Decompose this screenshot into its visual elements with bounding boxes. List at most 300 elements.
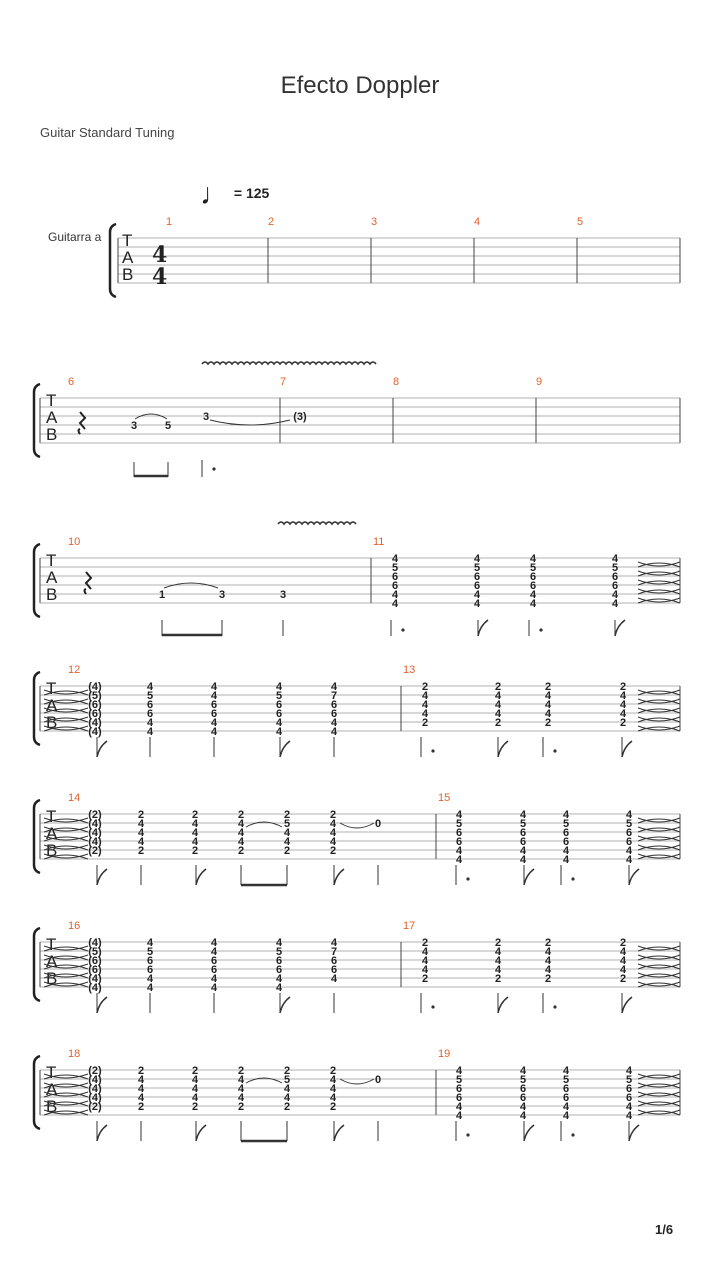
fret-number: 4 <box>283 1092 291 1104</box>
fret-number: 2 <box>237 809 245 821</box>
fret-number: (2) <box>88 845 102 857</box>
fret-number: 5 <box>164 420 172 432</box>
fret-number: (3) <box>293 411 307 423</box>
fret-number: 4 <box>329 836 337 848</box>
fret-number: 5 <box>529 562 537 574</box>
fret-number: 4 <box>210 937 218 949</box>
fret-number: 4 <box>494 946 502 958</box>
fret-number: 3 <box>130 420 138 432</box>
fret-number: 4 <box>611 553 619 565</box>
fret-number: 4 <box>137 836 145 848</box>
fret-number: 5 <box>275 946 283 958</box>
quarter-rest <box>85 572 92 594</box>
fret-number: 5 <box>562 818 570 830</box>
vibrato-line <box>278 522 356 524</box>
measure-number: 5 <box>577 216 584 228</box>
fret-number: 4 <box>625 809 633 821</box>
fret-number: 4 <box>519 1110 527 1122</box>
fret-number: 5 <box>562 1074 570 1086</box>
eighth-flag <box>334 869 344 885</box>
fret-number: 4 <box>421 946 429 958</box>
fret-number: 4 <box>191 1083 199 1095</box>
eighth-flag <box>615 620 625 636</box>
fret-number: 6 <box>625 1092 633 1104</box>
fret-number: 6 <box>210 708 218 720</box>
fret-number: 2 <box>544 717 552 729</box>
tab-clef-letter: B <box>46 1097 58 1116</box>
fret-number: 4 <box>330 937 338 949</box>
fret-number: 4 <box>455 1101 463 1113</box>
page-number[interactable]: 1/6 <box>655 1222 674 1237</box>
fret-number: 2 <box>421 937 429 949</box>
fret-number: 4 <box>421 708 429 720</box>
fret-number: 7 <box>330 690 338 702</box>
measure-number: 7 <box>280 376 287 388</box>
eighth-flag <box>97 1125 107 1141</box>
fret-number: 2 <box>191 845 199 857</box>
measure-number: 4 <box>474 216 481 228</box>
fret-number: 4 <box>330 726 338 738</box>
fret-number: (4) <box>88 827 102 839</box>
fret-number: 4 <box>146 937 154 949</box>
system-bracket <box>34 1056 40 1129</box>
fret-number: 6 <box>455 1092 463 1104</box>
system-bracket <box>34 800 40 873</box>
tie-arc <box>135 414 167 419</box>
fret-number: 6 <box>519 836 527 848</box>
fret-number: 5 <box>391 562 399 574</box>
quarter-rest <box>79 412 86 434</box>
fret-number: 4 <box>619 955 627 967</box>
system-bracket <box>34 384 40 457</box>
fret-number: (5) <box>88 690 102 702</box>
fret-number: 0 <box>374 1074 382 1086</box>
fret-number: 4 <box>330 717 338 729</box>
fret-number: 6 <box>473 580 481 592</box>
fret-number: 5 <box>625 1074 633 1086</box>
eighth-flag <box>478 620 488 636</box>
fret-number: 6 <box>330 955 338 967</box>
tab-clef-letter: T <box>46 391 57 410</box>
fret-number: 2 <box>237 1101 245 1113</box>
eighth-flag <box>498 741 508 757</box>
fret-number: 6 <box>519 1092 527 1104</box>
fret-number: 4 <box>625 854 633 866</box>
tab-clef-letter: T <box>46 679 57 698</box>
fret-number: 4 <box>544 708 552 720</box>
fret-number: 2 <box>544 937 552 949</box>
fret-number: (4) <box>88 836 102 848</box>
fret-number: 4 <box>329 1074 337 1086</box>
fret-number: 6 <box>275 708 283 720</box>
tab-clef-letter: T <box>122 231 133 250</box>
measure-number: 13 <box>403 664 416 676</box>
rhythm-dot <box>553 749 556 752</box>
fret-number: 5 <box>283 1074 291 1086</box>
fret-number: 2 <box>329 809 337 821</box>
eighth-flag <box>498 997 508 1013</box>
eighth-flag <box>196 869 206 885</box>
fret-number: 4 <box>421 690 429 702</box>
tab-clef-letter: B <box>46 841 58 860</box>
measure-number: 3 <box>371 216 378 228</box>
rhythm-dot <box>539 628 542 631</box>
fret-number: 4 <box>544 955 552 967</box>
fret-number: 2 <box>137 845 145 857</box>
measure-number: 18 <box>68 1048 81 1060</box>
fret-number: 4 <box>237 827 245 839</box>
vibrato-line <box>202 362 376 364</box>
fret-number: 4 <box>455 1065 463 1077</box>
tab-clef-letter: B <box>46 425 58 444</box>
fret-number: 6 <box>611 580 619 592</box>
fret-number: 3 <box>218 589 226 601</box>
measure-number: 9 <box>536 376 543 388</box>
fret-number: 4 <box>275 937 283 949</box>
fret-number: 4 <box>137 818 145 830</box>
fret-number: 2 <box>283 1101 291 1113</box>
fret-number: 4 <box>619 946 627 958</box>
rhythm-dot <box>571 1133 574 1136</box>
fret-number: 4 <box>329 827 337 839</box>
fret-number: 4 <box>619 964 627 976</box>
fret-number: 6 <box>625 827 633 839</box>
fret-number: 4 <box>210 726 218 738</box>
fret-number: 2 <box>237 1065 245 1077</box>
fret-number: 4 <box>237 1083 245 1095</box>
fret-number: (4) <box>88 1074 102 1086</box>
fret-number: (4) <box>88 681 102 693</box>
fret-number: 4 <box>210 982 218 994</box>
time-signature-bottom: 4 <box>152 264 168 290</box>
fret-number: 4 <box>137 827 145 839</box>
fret-number: 4 <box>191 827 199 839</box>
fret-number: 6 <box>330 708 338 720</box>
fret-number: 6 <box>529 580 537 592</box>
fret-number: 4 <box>625 845 633 857</box>
fret-number: 4 <box>421 955 429 967</box>
fret-number: 5 <box>283 818 291 830</box>
fret-number: (6) <box>88 955 102 967</box>
time-signature-top: 4 <box>152 242 168 268</box>
tab-clef-letter: T <box>46 1063 57 1082</box>
fret-number: 4 <box>473 589 481 601</box>
measure-number: 15 <box>438 792 451 804</box>
fret-number: 6 <box>473 571 481 583</box>
measure-number: 1 <box>166 216 173 228</box>
fret-number: 6 <box>391 571 399 583</box>
fret-number: 6 <box>275 955 283 967</box>
fret-number: 2 <box>137 1065 145 1077</box>
measure-number: 17 <box>403 920 416 932</box>
fret-number: 4 <box>562 1065 570 1077</box>
fret-number: 4 <box>494 964 502 976</box>
fret-number: 4 <box>473 598 481 610</box>
fret-number: 2 <box>329 1065 337 1077</box>
fret-number: 4 <box>210 690 218 702</box>
fret-number: 4 <box>455 845 463 857</box>
fret-number: 4 <box>275 982 283 994</box>
fret-number: 6 <box>519 827 527 839</box>
fret-number: 4 <box>237 818 245 830</box>
fret-number: 6 <box>210 964 218 976</box>
fret-number: 4 <box>391 553 399 565</box>
fret-number: 4 <box>329 1092 337 1104</box>
tab-clef-letter: B <box>46 969 58 988</box>
fret-number: 6 <box>146 708 154 720</box>
fret-number: 4 <box>529 598 537 610</box>
fret-number: 4 <box>275 973 283 985</box>
fret-number: (4) <box>88 1092 102 1104</box>
fret-number: 2 <box>137 1101 145 1113</box>
fret-number: 4 <box>494 690 502 702</box>
fret-number: 6 <box>275 699 283 711</box>
eighth-flag <box>622 741 632 757</box>
fret-number: (4) <box>88 1083 102 1095</box>
fret-number: 4 <box>562 809 570 821</box>
fret-number: 2 <box>191 1101 199 1113</box>
tab-clef-letter: T <box>46 807 57 826</box>
fret-number: 4 <box>391 589 399 601</box>
fret-number: 0 <box>374 818 382 830</box>
tuning-label: Guitar Standard Tuning <box>40 125 175 140</box>
fret-number: 4 <box>494 708 502 720</box>
tab-clef-letter: B <box>46 585 58 604</box>
fret-number: 4 <box>619 699 627 711</box>
fret-number: 6 <box>275 964 283 976</box>
fret-number: 4 <box>275 717 283 729</box>
measure-number: 14 <box>68 792 81 804</box>
fret-number: 6 <box>210 955 218 967</box>
tie-arc <box>340 1079 374 1084</box>
rhythm-dot <box>212 467 215 470</box>
tab-clef-letter: A <box>122 248 134 267</box>
fret-number: 4 <box>519 809 527 821</box>
fret-number: 6 <box>330 699 338 711</box>
fret-number: 2 <box>191 1065 199 1077</box>
fret-number: 4 <box>529 589 537 601</box>
fret-number: (4) <box>88 982 102 994</box>
tie-arc <box>210 420 290 425</box>
fret-number: 2 <box>421 681 429 693</box>
fret-number: 3 <box>202 411 210 423</box>
fret-number: 4 <box>494 955 502 967</box>
fret-number: 6 <box>146 955 154 967</box>
measure-number: 2 <box>268 216 275 228</box>
fret-number: 1 <box>158 589 166 601</box>
fret-number: 2 <box>544 973 552 985</box>
rhythm-dot <box>466 877 469 880</box>
measure-number: 10 <box>68 536 81 548</box>
fret-number: 2 <box>619 937 627 949</box>
fret-number: 5 <box>519 1074 527 1086</box>
fret-number: 5 <box>275 690 283 702</box>
fret-number: 5 <box>611 562 619 574</box>
fret-number: 4 <box>329 1083 337 1095</box>
fret-number: 2 <box>544 681 552 693</box>
rhythm-dot <box>553 1005 556 1008</box>
fret-number: 4 <box>544 699 552 711</box>
fret-number: 4 <box>191 1074 199 1086</box>
fret-number: 2 <box>283 1065 291 1077</box>
fret-number: 4 <box>562 1101 570 1113</box>
fret-number: 6 <box>455 827 463 839</box>
eighth-flag <box>196 1125 206 1141</box>
fret-number: 6 <box>455 1083 463 1095</box>
fret-number: 4 <box>283 827 291 839</box>
measure-number: 11 <box>373 536 385 548</box>
fret-number: 4 <box>455 1110 463 1122</box>
fret-number: (4) <box>88 973 102 985</box>
fret-number: 4 <box>519 854 527 866</box>
fret-number: 4 <box>619 690 627 702</box>
fret-number: (5) <box>88 946 102 958</box>
fret-number: 4 <box>146 982 154 994</box>
tab-clef-letter: T <box>46 551 57 570</box>
fret-number: 4 <box>146 726 154 738</box>
fret-number: 4 <box>329 818 337 830</box>
fret-number: (4) <box>88 717 102 729</box>
fret-number: 2 <box>283 809 291 821</box>
fret-number: 4 <box>137 1083 145 1095</box>
tab-clef-letter: A <box>46 568 58 587</box>
fret-number: 2 <box>494 717 502 729</box>
fret-number: 4 <box>237 836 245 848</box>
fret-number: (6) <box>88 699 102 711</box>
fret-number: 6 <box>562 1083 570 1095</box>
fret-number: 2 <box>619 973 627 985</box>
fret-number: 4 <box>455 854 463 866</box>
fret-number: 5 <box>455 818 463 830</box>
fret-number: 4 <box>275 681 283 693</box>
fret-number: 4 <box>519 1065 527 1077</box>
fret-number: 4 <box>544 964 552 976</box>
fret-number: 6 <box>455 836 463 848</box>
eighth-flag <box>629 869 639 885</box>
tab-clef-letter: A <box>46 1080 58 1099</box>
fret-number: 6 <box>330 964 338 976</box>
fret-number: (2) <box>88 1065 102 1077</box>
eighth-flag <box>622 997 632 1013</box>
quarter-note-icon: ♩ <box>200 178 230 211</box>
tab-clef-letter: B <box>122 265 134 284</box>
fret-number: 5 <box>625 818 633 830</box>
fret-number: 6 <box>562 1092 570 1104</box>
fret-number: 6 <box>210 699 218 711</box>
fret-number: 4 <box>210 946 218 958</box>
measure-number: 8 <box>393 376 400 388</box>
fret-number: 2 <box>619 717 627 729</box>
fret-number: 5 <box>455 1074 463 1086</box>
fret-number: 4 <box>391 598 399 610</box>
fret-number: (6) <box>88 708 102 720</box>
fret-number: (6) <box>88 964 102 976</box>
fret-number: 4 <box>237 1092 245 1104</box>
tab-clef-letter: T <box>46 935 57 954</box>
tab-clef-letter: B <box>46 713 58 732</box>
fret-number: (2) <box>88 809 102 821</box>
fret-number: 4 <box>544 946 552 958</box>
rhythm-dot <box>431 1005 434 1008</box>
fret-number: 6 <box>562 836 570 848</box>
fret-number: 6 <box>625 836 633 848</box>
fret-number: (4) <box>88 937 102 949</box>
tab-clef-letter: A <box>46 408 58 427</box>
fret-number: 4 <box>137 1074 145 1086</box>
fret-number: 2 <box>619 681 627 693</box>
fret-number: 4 <box>611 589 619 601</box>
fret-number: 6 <box>146 699 154 711</box>
fret-number: 4 <box>146 681 154 693</box>
fret-number: 4 <box>494 699 502 711</box>
fret-number: 4 <box>625 1065 633 1077</box>
system-bracket <box>34 672 40 745</box>
rhythm-dot <box>431 749 434 752</box>
tab-clef-letter: A <box>46 696 58 715</box>
fret-number: 4 <box>283 1083 291 1095</box>
fret-number: 4 <box>330 973 338 985</box>
fret-number: 4 <box>191 836 199 848</box>
fret-number: 4 <box>137 1092 145 1104</box>
system-bracket <box>34 544 40 617</box>
fret-number: 2 <box>329 1101 337 1113</box>
fret-number: 4 <box>544 690 552 702</box>
fret-number: 6 <box>562 827 570 839</box>
fret-number: 5 <box>146 946 154 958</box>
tie-arc <box>340 823 374 828</box>
fret-number: 4 <box>473 553 481 565</box>
fret-number: 5 <box>519 818 527 830</box>
fret-number: 2 <box>494 681 502 693</box>
rhythm-dot <box>466 1133 469 1136</box>
eighth-flag <box>334 1125 344 1141</box>
fret-number: 4 <box>421 964 429 976</box>
eighth-flag <box>97 741 107 757</box>
fret-number: 6 <box>611 571 619 583</box>
fret-number: 3 <box>279 589 287 601</box>
fret-number: 4 <box>210 973 218 985</box>
fret-number: 2 <box>137 809 145 821</box>
fret-number: 4 <box>210 717 218 729</box>
fret-number: 2 <box>283 845 291 857</box>
tempo-value: = 125 <box>233 185 270 201</box>
eighth-flag <box>280 741 290 757</box>
fret-number: 2 <box>237 845 245 857</box>
fret-number: 6 <box>146 964 154 976</box>
rhythm-dot <box>571 877 574 880</box>
fret-number: 4 <box>519 1101 527 1113</box>
eighth-flag <box>524 869 534 885</box>
fret-number: 4 <box>619 708 627 720</box>
fret-number: 4 <box>146 717 154 729</box>
measure-number: 16 <box>68 920 81 932</box>
fret-number: 2 <box>421 717 429 729</box>
fret-number: 5 <box>473 562 481 574</box>
fret-number: 6 <box>519 1083 527 1095</box>
system-bracket <box>110 224 116 297</box>
fret-number: 4 <box>237 1074 245 1086</box>
eighth-flag <box>97 869 107 885</box>
fret-number: 2 <box>329 845 337 857</box>
fret-number: (4) <box>88 818 102 830</box>
tab-clef-letter: A <box>46 824 58 843</box>
fret-number: 4 <box>191 1092 199 1104</box>
fret-number: 4 <box>562 845 570 857</box>
fret-number: 4 <box>562 854 570 866</box>
fret-number: 2 <box>494 973 502 985</box>
rhythm-dot <box>401 628 404 631</box>
fret-number: 6 <box>391 580 399 592</box>
